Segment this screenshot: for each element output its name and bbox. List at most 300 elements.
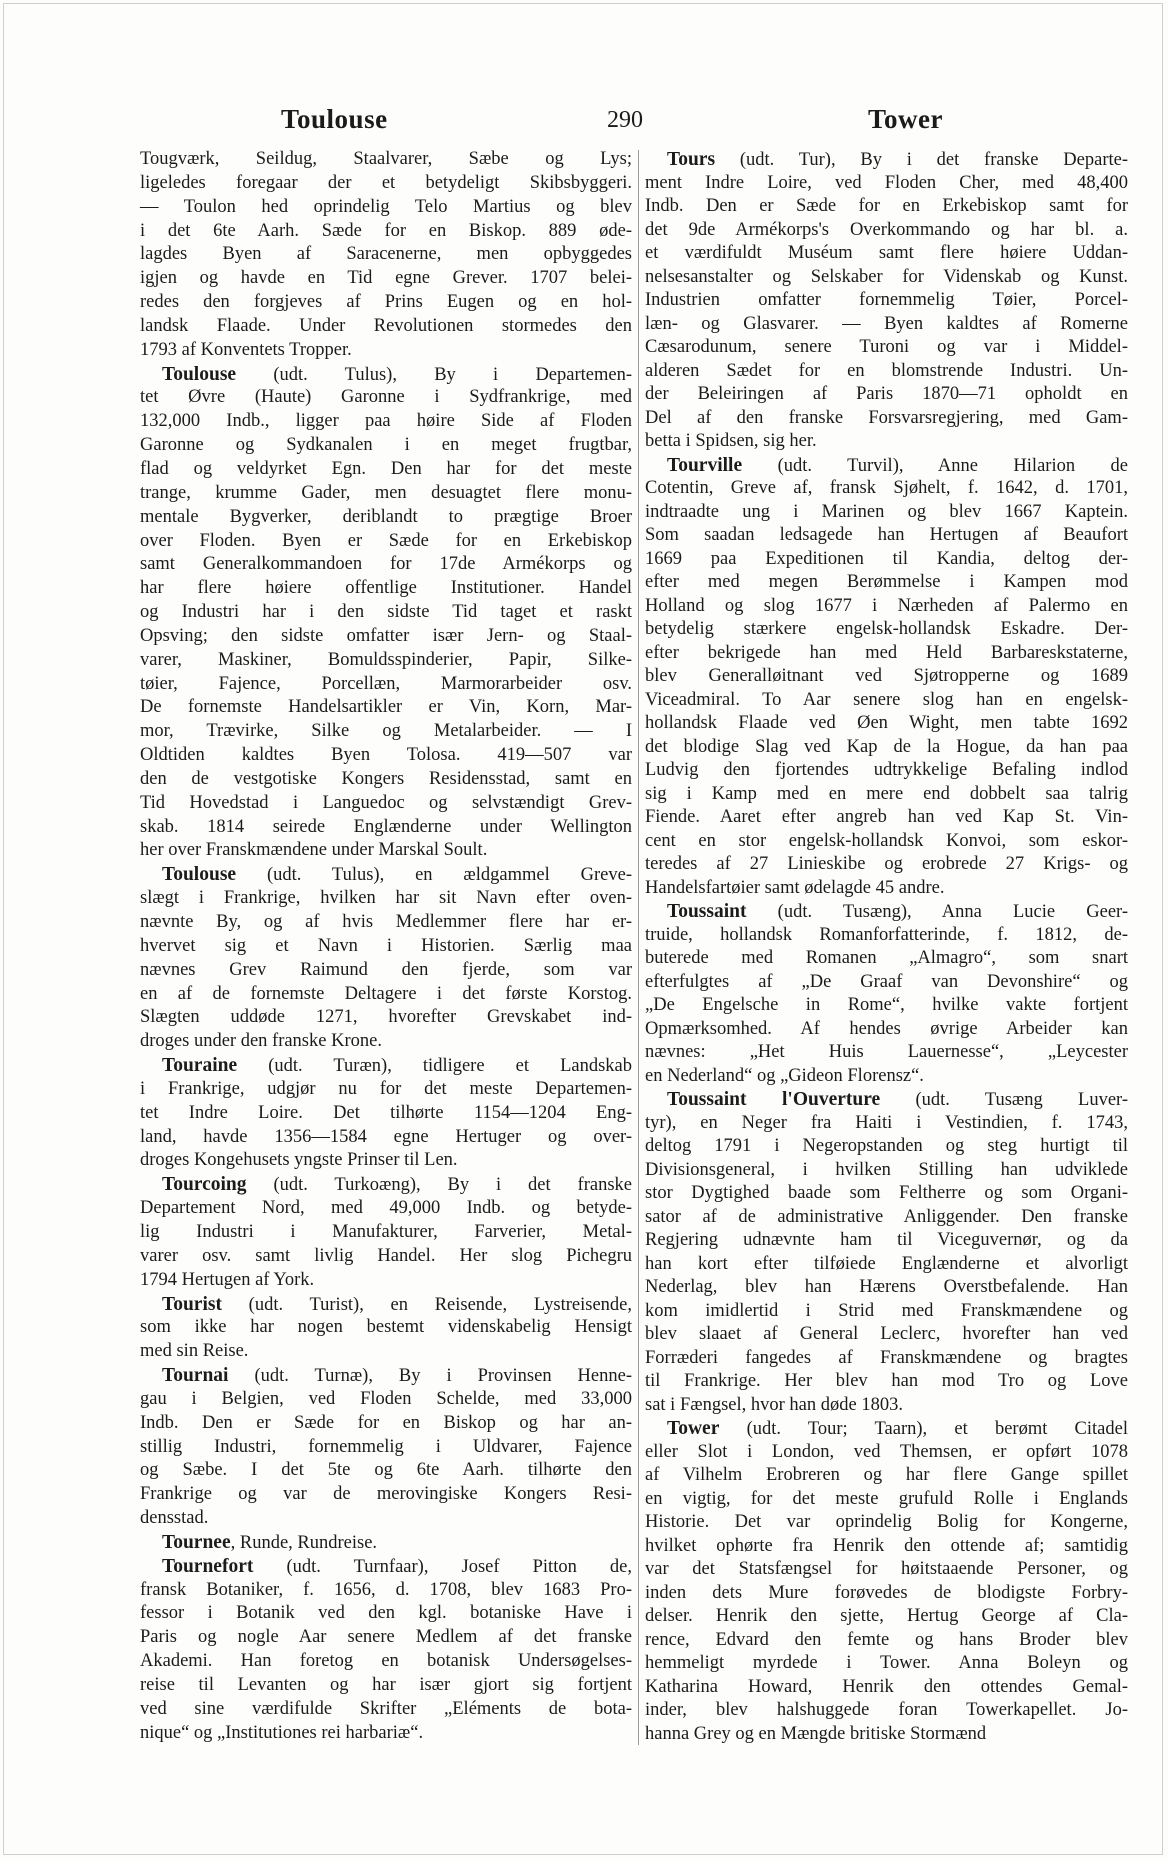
line-text: (udt. Turnfaar), Josef Pitton de, xyxy=(253,1556,632,1577)
text-line xyxy=(645,1699,1128,1723)
headword: Toussaint xyxy=(667,901,747,922)
line-text: her over Franskmændene under Marskal Soult. xyxy=(140,840,488,861)
text-line xyxy=(645,1065,1128,1089)
text-line xyxy=(140,1602,632,1626)
text-line xyxy=(140,1364,632,1388)
line-text: (udt. Tusæng), Anna Lucie Geer- xyxy=(746,902,1128,922)
headword: Tournee xyxy=(162,1531,231,1553)
text-line xyxy=(140,1126,632,1150)
line-text: med sin Reise. xyxy=(140,1341,249,1362)
dictionary-entry xyxy=(140,1555,632,1746)
headword: Tourcoing xyxy=(162,1174,247,1196)
line-text: hvilket ophørte fra Henrik den ottende af; samtidig xyxy=(645,1535,1128,1556)
line-text: betydelig stærkere engelsk-hollandsk Eskadre. Der- xyxy=(645,619,1128,639)
line-text: Holland og slog 1677 i Nærheden af Palermo en xyxy=(645,595,1128,616)
line-text: en af de fornemste Deltagere i det første Korstog. xyxy=(140,983,632,1004)
text-line xyxy=(140,458,632,482)
text-line xyxy=(645,1159,1128,1183)
text-line xyxy=(140,291,632,315)
text-line xyxy=(140,410,632,434)
line-text: trange, krumme Gader, men desuagtet flere monu- xyxy=(140,482,632,503)
line-text: reise til Levanten og har især gjort sig fortjent xyxy=(140,1675,632,1695)
text-line xyxy=(140,1221,632,1245)
line-text: , Runde, Rundreise. xyxy=(230,1532,378,1553)
text-line xyxy=(140,148,632,172)
line-text: delser. Henrik den sjette, Hertug George af Cla- xyxy=(645,1606,1128,1626)
text-line xyxy=(645,266,1128,290)
text-line xyxy=(645,383,1128,407)
headword: Toussaint l'Ouverture xyxy=(667,1089,881,1110)
text-line xyxy=(645,1511,1128,1535)
headword: Toulouse xyxy=(162,363,237,385)
text-line xyxy=(645,477,1128,501)
right-column xyxy=(645,148,1128,1746)
text-line xyxy=(645,947,1128,971)
line-text: land, havde 1356—1584 egne Hertuger og over- xyxy=(140,1126,632,1147)
text-line xyxy=(140,839,632,863)
text-line xyxy=(645,1652,1128,1676)
line-text: betta i Spidsen, sig her. xyxy=(645,431,817,451)
line-text: blev Generalløitnant ved Sjøtropperne og 1689 xyxy=(645,666,1128,686)
text-line xyxy=(645,689,1128,713)
line-text: nævnes: „Het Huis Lauernesse“, „Leycester xyxy=(645,1042,1128,1062)
line-text: (udt. Tur), By i det franske Departe- xyxy=(715,150,1128,170)
text-line xyxy=(645,1206,1128,1230)
line-text: sat i Fængsel, hvor han døde 1803. xyxy=(645,1394,903,1415)
line-text: af Vilhelm Erobreren og har flere Gange spillet xyxy=(645,1465,1128,1485)
text-line xyxy=(140,1269,632,1293)
text-line xyxy=(140,1030,632,1054)
line-text: nævnes Grev Raimund den fjerde, som var xyxy=(140,959,632,980)
line-text: i det 6te Aarh. Sæde for en Biskop. 889 øde- xyxy=(140,220,632,241)
text-line xyxy=(645,336,1128,360)
text-line xyxy=(645,830,1128,854)
text-line xyxy=(645,1018,1128,1042)
line-text: hvervet sig et Navn i Historien. Særlig maa xyxy=(140,935,632,956)
text-line xyxy=(645,853,1128,877)
line-text: nelsesanstalter og Selskaber for Videnskab og Kunst. xyxy=(645,266,1128,287)
text-line xyxy=(645,994,1128,1018)
line-text: (udt. Turvil), Anne Hilarion de xyxy=(742,455,1128,476)
line-text: — Toulon hed oprindelig Telo Martius og blev xyxy=(140,196,632,217)
text-line xyxy=(140,1102,632,1126)
line-text: der Beleiringen af Paris 1870—71 opholdt en xyxy=(645,384,1128,404)
text-line xyxy=(645,1441,1128,1465)
line-text: Frankrige og var de merovingiske Kongers Resi- xyxy=(140,1484,632,1505)
line-text: til Frankrige. Her blev han mod Tro og Love xyxy=(645,1371,1128,1391)
text-line xyxy=(140,1078,632,1102)
text-line xyxy=(645,1676,1128,1700)
headword: Tournai xyxy=(162,1365,229,1387)
line-text: blev slaaet af General Leclerc, hvorefter han ved xyxy=(645,1324,1128,1344)
text-line xyxy=(645,407,1128,431)
dictionary-entry xyxy=(645,454,1128,901)
text-line xyxy=(140,315,632,339)
line-text: Indb. Den er Sæde for en Erkebiskop samt for xyxy=(645,196,1128,216)
line-text: ment Indre Loire, ved Floden Cher, med 48,400 xyxy=(645,172,1128,193)
text-line xyxy=(140,1197,632,1221)
line-text: varer osv. samt livlig Handel. Her slog Pichegru xyxy=(140,1245,632,1266)
headword: Touraine xyxy=(162,1055,238,1077)
text-line xyxy=(140,1173,632,1197)
line-text: fessor i Botanik ved den kgl. botaniske Have i xyxy=(140,1603,632,1624)
line-text: tet Øvre (Haute) Garonne i Sydfrankrige, med xyxy=(140,387,632,408)
text-line xyxy=(140,673,632,697)
dictionary-entry xyxy=(140,863,632,1054)
text-line xyxy=(140,1006,632,1030)
line-text: var det Statsfængsel for høitstaaende Personer, og xyxy=(645,1559,1128,1579)
running-head-right: Tower xyxy=(868,104,943,134)
text-line xyxy=(140,434,632,458)
headword: Tournefort xyxy=(162,1555,254,1577)
line-text: læn- og Glasvarer. — Byen kaldtes af Romerne xyxy=(645,313,1128,334)
line-text: efter bekrigede han med Held Barbareskstaterne, xyxy=(645,642,1128,663)
text-line xyxy=(140,1149,632,1173)
text-line xyxy=(645,1347,1128,1371)
text-line xyxy=(645,1582,1128,1606)
line-text: i Frankrige, udgjør nu for det meste Departemen- xyxy=(140,1078,632,1099)
text-line xyxy=(645,1723,1128,1747)
line-text: sig i Kamp med en mere end dobbelt saa talrig xyxy=(645,783,1128,804)
dictionary-entry xyxy=(645,1417,1128,1746)
line-text: (udt. Tusæng Luver- xyxy=(880,1090,1128,1110)
text-line xyxy=(645,1300,1128,1324)
line-text: (udt. Turkoæng), By i det franske xyxy=(246,1175,632,1196)
line-text: varer, Maskiner, Bomuldsspinderier, Papir, Silke- xyxy=(140,649,632,670)
line-text: Cotentin, Greve af, fransk Sjøhelt, f. 1642, d. 1701, xyxy=(645,478,1128,498)
line-text: ved sine værdifulde Skrifter „Eléments de bota- xyxy=(140,1698,632,1719)
line-text: Oldtiden kaldtes Byen Tolosa. 419—507 var xyxy=(140,745,632,766)
text-line xyxy=(140,530,632,554)
line-text: Paris og nogle Aar senere Medlem af det franske xyxy=(140,1627,632,1648)
line-text: en vigtig, for det meste grufuld Rolle i Englands xyxy=(645,1488,1128,1509)
text-line xyxy=(140,482,632,506)
text-line xyxy=(645,1253,1128,1277)
page-number: 290 xyxy=(607,107,643,133)
text-line xyxy=(140,1388,632,1412)
text-line xyxy=(140,1483,632,1507)
text-line xyxy=(645,289,1128,313)
text-line xyxy=(645,1535,1128,1559)
text-line xyxy=(140,220,632,244)
line-text: lig Industri i Manufakturer, Farverier, Metal- xyxy=(140,1221,632,1242)
text-line xyxy=(140,625,632,649)
line-text: truide, hollandsk Romanforfatterinde, f. 1812, de- xyxy=(645,924,1128,945)
text-line xyxy=(645,219,1128,243)
line-text: Tid Hovedstad i Languedoc og selvstændigt Grev- xyxy=(140,792,632,813)
line-text: det blodige Slag ved Kap de la Hogue, da han paa xyxy=(645,736,1128,757)
text-line xyxy=(645,806,1128,830)
text-line xyxy=(645,242,1128,266)
text-line xyxy=(645,454,1128,478)
text-line xyxy=(140,911,632,935)
dictionary-entry xyxy=(140,1364,632,1531)
text-line xyxy=(140,935,632,959)
line-text: en Nederland“ og „Gideon Florensz“. xyxy=(645,1065,924,1086)
text-line xyxy=(140,887,632,911)
text-line xyxy=(645,1041,1128,1065)
line-text: et værdifuldt Muséum samt flere høiere Uddan- xyxy=(645,243,1128,263)
line-text: tyr), en Neger fra Haiti i Vestindien, f. 1743, xyxy=(645,1112,1128,1133)
headword: Tower xyxy=(667,1418,720,1439)
text-line xyxy=(645,1394,1128,1418)
line-text: stillig Industri, fornemmelig i Uldvarer, Fajence xyxy=(140,1436,632,1457)
text-line xyxy=(140,601,632,625)
text-line xyxy=(645,430,1128,454)
dictionary-entry xyxy=(645,900,1128,1088)
text-line xyxy=(140,386,632,410)
line-text: tet Indre Loire. Det tilhørte 1154—1204 Eng- xyxy=(140,1102,632,1123)
running-head-left: Toulouse xyxy=(281,104,388,134)
text-line xyxy=(645,1370,1128,1394)
dictionary-entry xyxy=(140,1293,632,1365)
text-line xyxy=(645,313,1128,337)
text-line xyxy=(645,1112,1128,1136)
line-text: alderen Sædet for en blomstrende Industri. Un- xyxy=(645,360,1128,381)
text-line xyxy=(140,196,632,220)
line-text: (udt. Tulus), By i Departemen- xyxy=(236,364,632,385)
line-text: (udt. Tulus), en ældgammel Greve- xyxy=(236,865,632,886)
line-text: Forræderi fangedes af Franskmændene og bragtes xyxy=(645,1347,1128,1368)
line-text: fransk Botaniker, f. 1656, d. 1708, blev 1683 Pro- xyxy=(140,1579,632,1600)
line-text: (udt. Tour; Taarn), et berømt Citadel xyxy=(719,1419,1128,1439)
line-text: har flere høiere offentlige Institutioner. Handel xyxy=(140,578,632,599)
line-text: sator af de administrative Anliggender. Den franske xyxy=(645,1206,1128,1227)
text-line xyxy=(645,548,1128,572)
text-line xyxy=(140,1412,632,1436)
line-text: det 9de Armékorps's Overkommando og har bl. a. xyxy=(645,219,1128,240)
line-text: (udt. Turist), en Reisende, Lystreisende, xyxy=(221,1294,632,1315)
line-text: hemmeligt myrdede i Tower. Anna Boleyn og xyxy=(645,1653,1128,1673)
text-line xyxy=(140,1674,632,1698)
text-line xyxy=(140,792,632,816)
line-text: hollandsk Flaade ved Øen Wight, men tabte 1692 xyxy=(645,713,1128,733)
text-line xyxy=(140,863,632,887)
text-line xyxy=(645,665,1128,689)
line-text: Akademi. Han foretog en botanisk Undersøgelses- xyxy=(140,1651,632,1672)
text-line xyxy=(140,768,632,792)
text-line xyxy=(645,360,1128,384)
line-text: redes den forgjeves af Prins Eugen og en hol- xyxy=(140,292,632,313)
text-line xyxy=(140,1054,632,1078)
line-text: hanna Grey og en Mængde britiske Stormænd xyxy=(645,1723,987,1744)
line-text: over Floden. Byen er Sæde for en Erkebiskop xyxy=(140,530,632,551)
text-line xyxy=(140,1459,632,1483)
text-line xyxy=(645,195,1128,219)
text-line xyxy=(140,363,632,387)
text-line xyxy=(645,618,1128,642)
text-line xyxy=(140,1579,632,1603)
text-line xyxy=(645,1558,1128,1582)
dictionary-entry xyxy=(140,1054,632,1173)
line-text: og Industri har i den sidste Tid taget et raskt xyxy=(140,602,632,623)
line-text: igjen og havde en Tid egne Grever. 1707 belei- xyxy=(140,268,632,289)
text-line xyxy=(645,971,1128,995)
text-line xyxy=(645,783,1128,807)
line-text: Handelsfartøier samt ødelagde 45 andre. xyxy=(645,877,945,898)
text-line xyxy=(645,1464,1128,1488)
line-text: Industrien omfatter fornemmelig Tøier, Porcel- xyxy=(645,290,1128,310)
line-text: efterfulgtes af „De Graaf van Devonshire“ og xyxy=(645,971,1128,992)
text-line xyxy=(645,172,1128,196)
text-line xyxy=(140,649,632,673)
text-line xyxy=(140,553,632,577)
line-text: „De Engelsche in Rome“, hvilke vakte fortjent xyxy=(645,995,1128,1015)
line-text: stor Dygtighed baade som Feltherre og som Organi- xyxy=(645,1183,1128,1203)
dictionary-entry xyxy=(645,1088,1128,1417)
line-text: Katharina Howard, Henrik den ottendes Gemal- xyxy=(645,1676,1128,1697)
line-text: densstad. xyxy=(140,1508,209,1529)
line-text: 132,000 Indb., ligger paa høire Side af Floden xyxy=(140,411,632,432)
text-line xyxy=(140,1698,632,1722)
text-line xyxy=(140,1316,632,1340)
text-line xyxy=(645,1488,1128,1512)
text-line xyxy=(645,524,1128,548)
text-line xyxy=(140,1245,632,1269)
line-text: samt Generalkommandoen for 17de Armékorps og xyxy=(140,554,632,575)
text-line xyxy=(140,1531,632,1555)
text-line xyxy=(140,816,632,840)
text-line xyxy=(140,1340,632,1364)
text-line xyxy=(645,1135,1128,1159)
line-text: deltog 1791 i Negeropstanden og steg hurtigt til xyxy=(645,1136,1128,1156)
line-text: 1669 paa Expeditionen til Kandia, deltog der- xyxy=(645,548,1128,569)
dictionary-entry xyxy=(140,1173,632,1292)
text-line xyxy=(645,900,1128,924)
line-text: cent en stor engelsk-hollandsk Konvoi, som eskor- xyxy=(645,830,1128,851)
line-text: Departement Nord, med 49,000 Indb. og betyde- xyxy=(140,1198,632,1219)
line-text: mentale Bygverker, deriblandt to prægtige Broer xyxy=(140,506,632,527)
text-line xyxy=(645,1276,1128,1300)
text-line xyxy=(140,720,632,744)
line-text: lagdes Byen af Saracenerne, men opbyggedes xyxy=(140,244,632,265)
dictionary-entry xyxy=(140,1531,632,1555)
line-text: 1794 Hertugen af York. xyxy=(140,1269,315,1290)
line-text: efter med megen Berømmelse i Kampen mod xyxy=(645,572,1128,592)
text-line xyxy=(645,1229,1128,1253)
line-text: buterede med Romanen „Almagro“, som snart xyxy=(645,948,1128,968)
line-text: Opsving; den sidste omfatter især Jern- og Staal- xyxy=(140,625,632,646)
dictionary-entry xyxy=(140,148,632,363)
line-text: rence, Edvard den femte og hans Broder blev xyxy=(645,1629,1128,1650)
line-text: Historie. Det var oprindelig Bolig for Kongerne, xyxy=(645,1512,1128,1532)
dictionary-entry xyxy=(645,148,1128,454)
text-line xyxy=(645,759,1128,783)
text-line xyxy=(140,243,632,267)
line-text: som ikke har nogen bestemt videnskabelig Hensigt xyxy=(140,1317,632,1338)
line-text: droges under den franske Krone. xyxy=(140,1031,382,1052)
line-text: (udt. Turæn), tidligere et Landskab xyxy=(237,1056,632,1077)
line-text: Divisionsgeneral, i hvilken Stilling han udviklede xyxy=(645,1159,1128,1180)
text-line xyxy=(645,1182,1128,1206)
line-text: (udt. Turnæ), By i Provinsen Henne- xyxy=(228,1366,632,1387)
line-text: De fornemste Handelsartikler er Vin, Korn, Mar- xyxy=(140,697,632,718)
text-line xyxy=(645,595,1128,619)
text-line xyxy=(140,1555,632,1579)
text-line xyxy=(140,1650,632,1674)
text-line xyxy=(645,877,1128,901)
text-line xyxy=(140,1507,632,1531)
line-text: inder, blev halshuggede foran Towerkapellet. Jo- xyxy=(645,1700,1128,1720)
line-text: nique“ og „Institutiones rei harbariæ“. xyxy=(140,1722,424,1743)
text-line xyxy=(645,712,1128,736)
text-line xyxy=(140,959,632,983)
line-text: Regjering udnævnte ham til Viceguvernør, og da xyxy=(645,1230,1128,1250)
text-line xyxy=(140,744,632,768)
line-text: Fiende. Aaret efter angreb han ved Kap St. Vin- xyxy=(645,807,1128,827)
line-text: skab. 1814 seirede Englænderne under Wellington xyxy=(140,816,632,837)
text-line xyxy=(645,571,1128,595)
line-text: flad og veldyrket Egn. Den har for det meste xyxy=(140,458,632,479)
headword: Tours xyxy=(667,149,716,170)
line-text: 1793 af Konventets Tropper. xyxy=(140,339,352,360)
line-text: den de vestgotiske Kongers Residensstad, samt en xyxy=(140,768,632,789)
text-line xyxy=(645,924,1128,948)
line-text: Garonne og Sydkanalen i en meget frugtbar, xyxy=(140,435,632,456)
line-text: Som saadan ledsagede han Hertugen af Beaufort xyxy=(645,525,1128,545)
line-text: teredes af 27 Linieskibe og erobrede 27 Krigs- og xyxy=(645,854,1128,874)
left-column xyxy=(140,148,632,1746)
text-line xyxy=(140,172,632,196)
text-line xyxy=(645,1417,1128,1441)
text-line xyxy=(645,736,1128,760)
line-text: nævnte By, og af hvis Medlemmer flere har er- xyxy=(140,912,632,932)
line-text: Nederlag, blev han Hærens Overstbefalende. Han xyxy=(645,1277,1128,1297)
text-line xyxy=(140,1722,632,1746)
text-line xyxy=(645,642,1128,666)
line-text: gau i Belgien, ved Floden Schelde, med 33,000 xyxy=(140,1388,632,1409)
text-line xyxy=(140,1293,632,1317)
line-text: og Sæbe. I det 5te og 6te Aarh. tilhørte den xyxy=(140,1460,632,1481)
text-line xyxy=(140,983,632,1007)
text-line xyxy=(645,148,1128,172)
line-text: Ludvig den fjortendes udtrykkelige Befaling indlod xyxy=(645,760,1128,780)
line-text: inden dets Mure forøvedes de blodigste Forbry- xyxy=(645,1582,1128,1603)
text-line xyxy=(140,339,632,363)
text-line xyxy=(645,1605,1128,1629)
text-line xyxy=(645,501,1128,525)
line-text: mor, Trævirke, Silke og Metalarbeider. — I xyxy=(140,721,632,742)
line-text: han kort efter tilføiede Englænderne et alvorligt xyxy=(645,1253,1128,1274)
text-line xyxy=(645,1629,1128,1653)
text-line xyxy=(140,1436,632,1460)
line-text: slægt i Frankrige, hvilken har sit Navn efter oven- xyxy=(140,888,632,909)
line-text: Tougværk, Seildug, Staalvarer, Sæbe og Lys; xyxy=(140,149,632,169)
line-text: Del af den franske Forsvarsregjering, med Gam- xyxy=(645,407,1128,428)
text-line xyxy=(140,696,632,720)
line-text: landsk Flaade. Under Revolutionen stormedes den xyxy=(140,315,632,336)
text-line xyxy=(140,267,632,291)
text-line xyxy=(140,577,632,601)
line-text: tøier, Fajence, Porcellæn, Marmorarbeider osv. xyxy=(140,673,632,694)
line-text: Slægten uddøde 1271, hvorefter Grevskabet ind- xyxy=(140,1007,632,1028)
line-text: kom imidlertid i Strid med Franskmændene og xyxy=(645,1300,1128,1321)
text-line xyxy=(645,1323,1128,1347)
headword: Tourist xyxy=(162,1293,222,1315)
headword: Tourville xyxy=(667,454,743,476)
line-text: indtraadte ung i Marinen og blev 1667 Kaptein. xyxy=(645,501,1128,522)
text-line xyxy=(140,506,632,530)
column-rule xyxy=(638,150,639,1745)
line-text: Cæsarodunum, senere Turoni og var i Middel- xyxy=(645,337,1128,357)
line-text: ligeledes foregaar der et betydeligt Skibsbyggeri. xyxy=(140,172,632,193)
line-text: Opmærksomhed. Af hendes øvrige Arbeider kan xyxy=(645,1018,1128,1039)
text-line xyxy=(140,1626,632,1650)
headword: Toulouse xyxy=(162,864,237,886)
line-text: Indb. Den er Sæde for en Biskop og har an- xyxy=(140,1412,632,1433)
dictionary-entry xyxy=(140,363,632,864)
line-text: Viceadmiral. To Aar senere slog han en engelsk- xyxy=(645,689,1128,710)
